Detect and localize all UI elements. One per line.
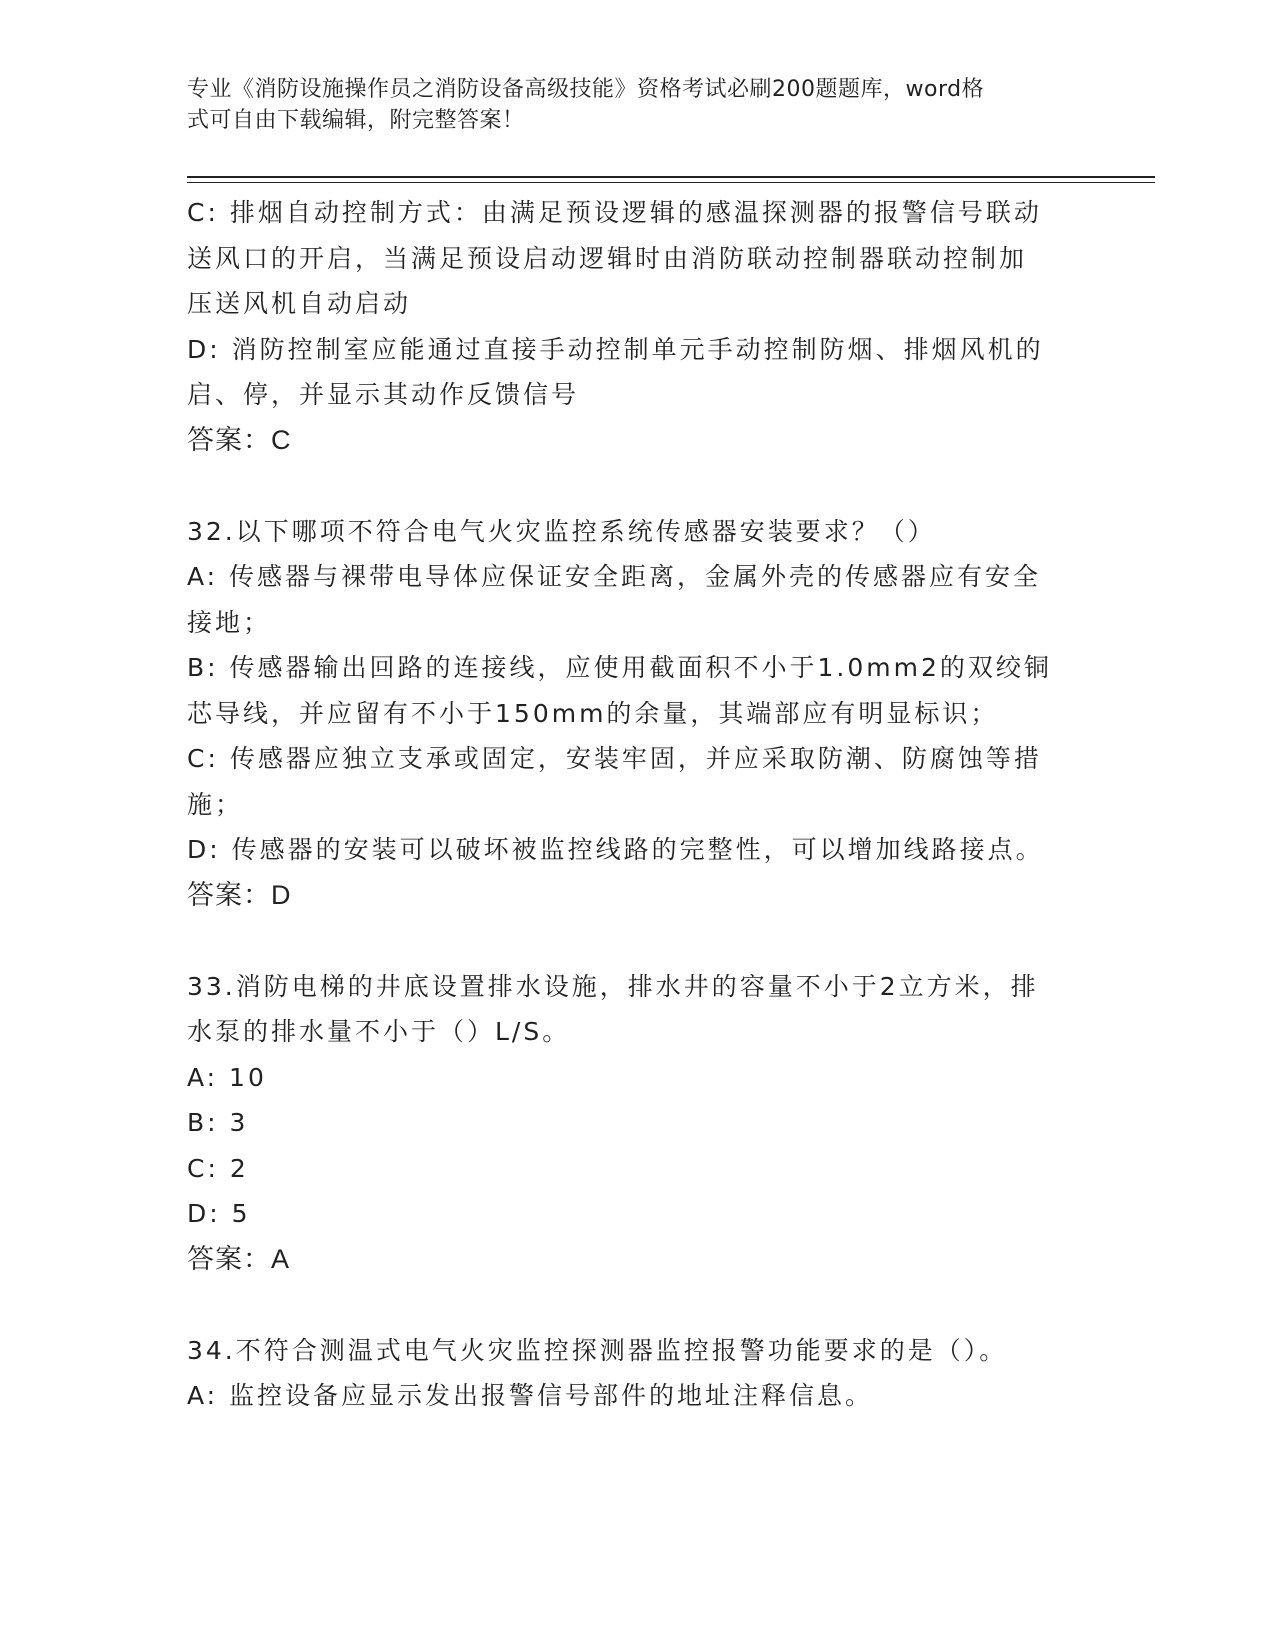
option-a-line-2: 接地；: [187, 607, 272, 637]
prev-question-block: [187, 190, 1087, 463]
question-stem: 32.以下哪项不符合电气火灾监控系统传感器安装要求？（）: [187, 516, 936, 546]
spacer: [187, 1282, 1087, 1328]
option-c-line-2: 送风口的开启，当满足预设启动逻辑时由消防联动控制器联动控制加: [187, 243, 1028, 273]
option-c-line-3: 压送风机自动启动: [187, 289, 412, 318]
question-34-block: [187, 1328, 1087, 1419]
question-content: [187, 190, 1087, 1419]
answer-label: 答案：C: [187, 424, 292, 455]
spacer: [187, 918, 1087, 964]
option-b: B: 3: [187, 1108, 249, 1137]
header-line-1: 专业《消防设施操作员之消防设备高级技能》资格考试必刷200题题库，word格: [187, 77, 985, 102]
spacer: [187, 463, 1087, 509]
question-stem-line-2: 水泵的排水量不小于（）L/S。: [187, 1017, 571, 1046]
option-c-line-2: 施；: [187, 789, 244, 819]
option-b-line-2: 芯导线，并应留有不小于150mm的余量，其端部应有明显标识；: [187, 698, 999, 728]
option-d-line-1: D: 传感器的安装可以破坏被监控线路的完整性，可以增加线路接点。: [187, 835, 1044, 864]
answer-label: 答案：D: [187, 879, 292, 910]
header-line-2: 式可自由下载编辑，附完整答案！: [187, 108, 525, 133]
header-rule-thin: [187, 182, 1155, 183]
question-33-block: [187, 964, 1087, 1283]
option-a: A: 监控设备应显示发出报警信号部件的地址注释信息。: [187, 1381, 874, 1410]
option-d-line-2: 启、停，并显示其动作反馈信号: [187, 380, 580, 409]
option-c-line-1: C: 排烟自动控制方式：由满足预设逻辑的感温探测器的报警信号联动: [187, 198, 1042, 227]
option-b-line-1: B: 传感器输出回路的连接线，应使用截面积不小于1.0mm2的双绞铜: [187, 653, 1052, 682]
question-stem: 34.不符合测温式电气火灾监控探测器监控报警功能要求的是（）。: [187, 1335, 1008, 1365]
question-stem-line-1: 33.消防电梯的井底设置排水设施，排水井的容量不小于2立方米，排: [187, 971, 1039, 1001]
option-c: C: 2: [187, 1153, 249, 1183]
answer-label: 答案：A: [187, 1243, 291, 1274]
option-c-line-1: C: 传感器应独立支承或固定，安装牢固，并应采取防潮、防腐蚀等措: [187, 744, 1042, 773]
header-rule-thick: [187, 176, 1155, 178]
option-a: A: 10: [187, 1062, 267, 1092]
option-a-line-1: A: 传感器与裸带电导体应保证安全距离，金属外壳的传感器应有安全: [187, 562, 1042, 591]
option-d-line-1: D: 消防控制室应能通过直接手动控制单元手动控制防烟、排烟风机的: [187, 334, 1044, 364]
question-32-block: [187, 509, 1087, 919]
option-d: D: 5: [187, 1199, 251, 1228]
document-header: [187, 74, 1067, 136]
